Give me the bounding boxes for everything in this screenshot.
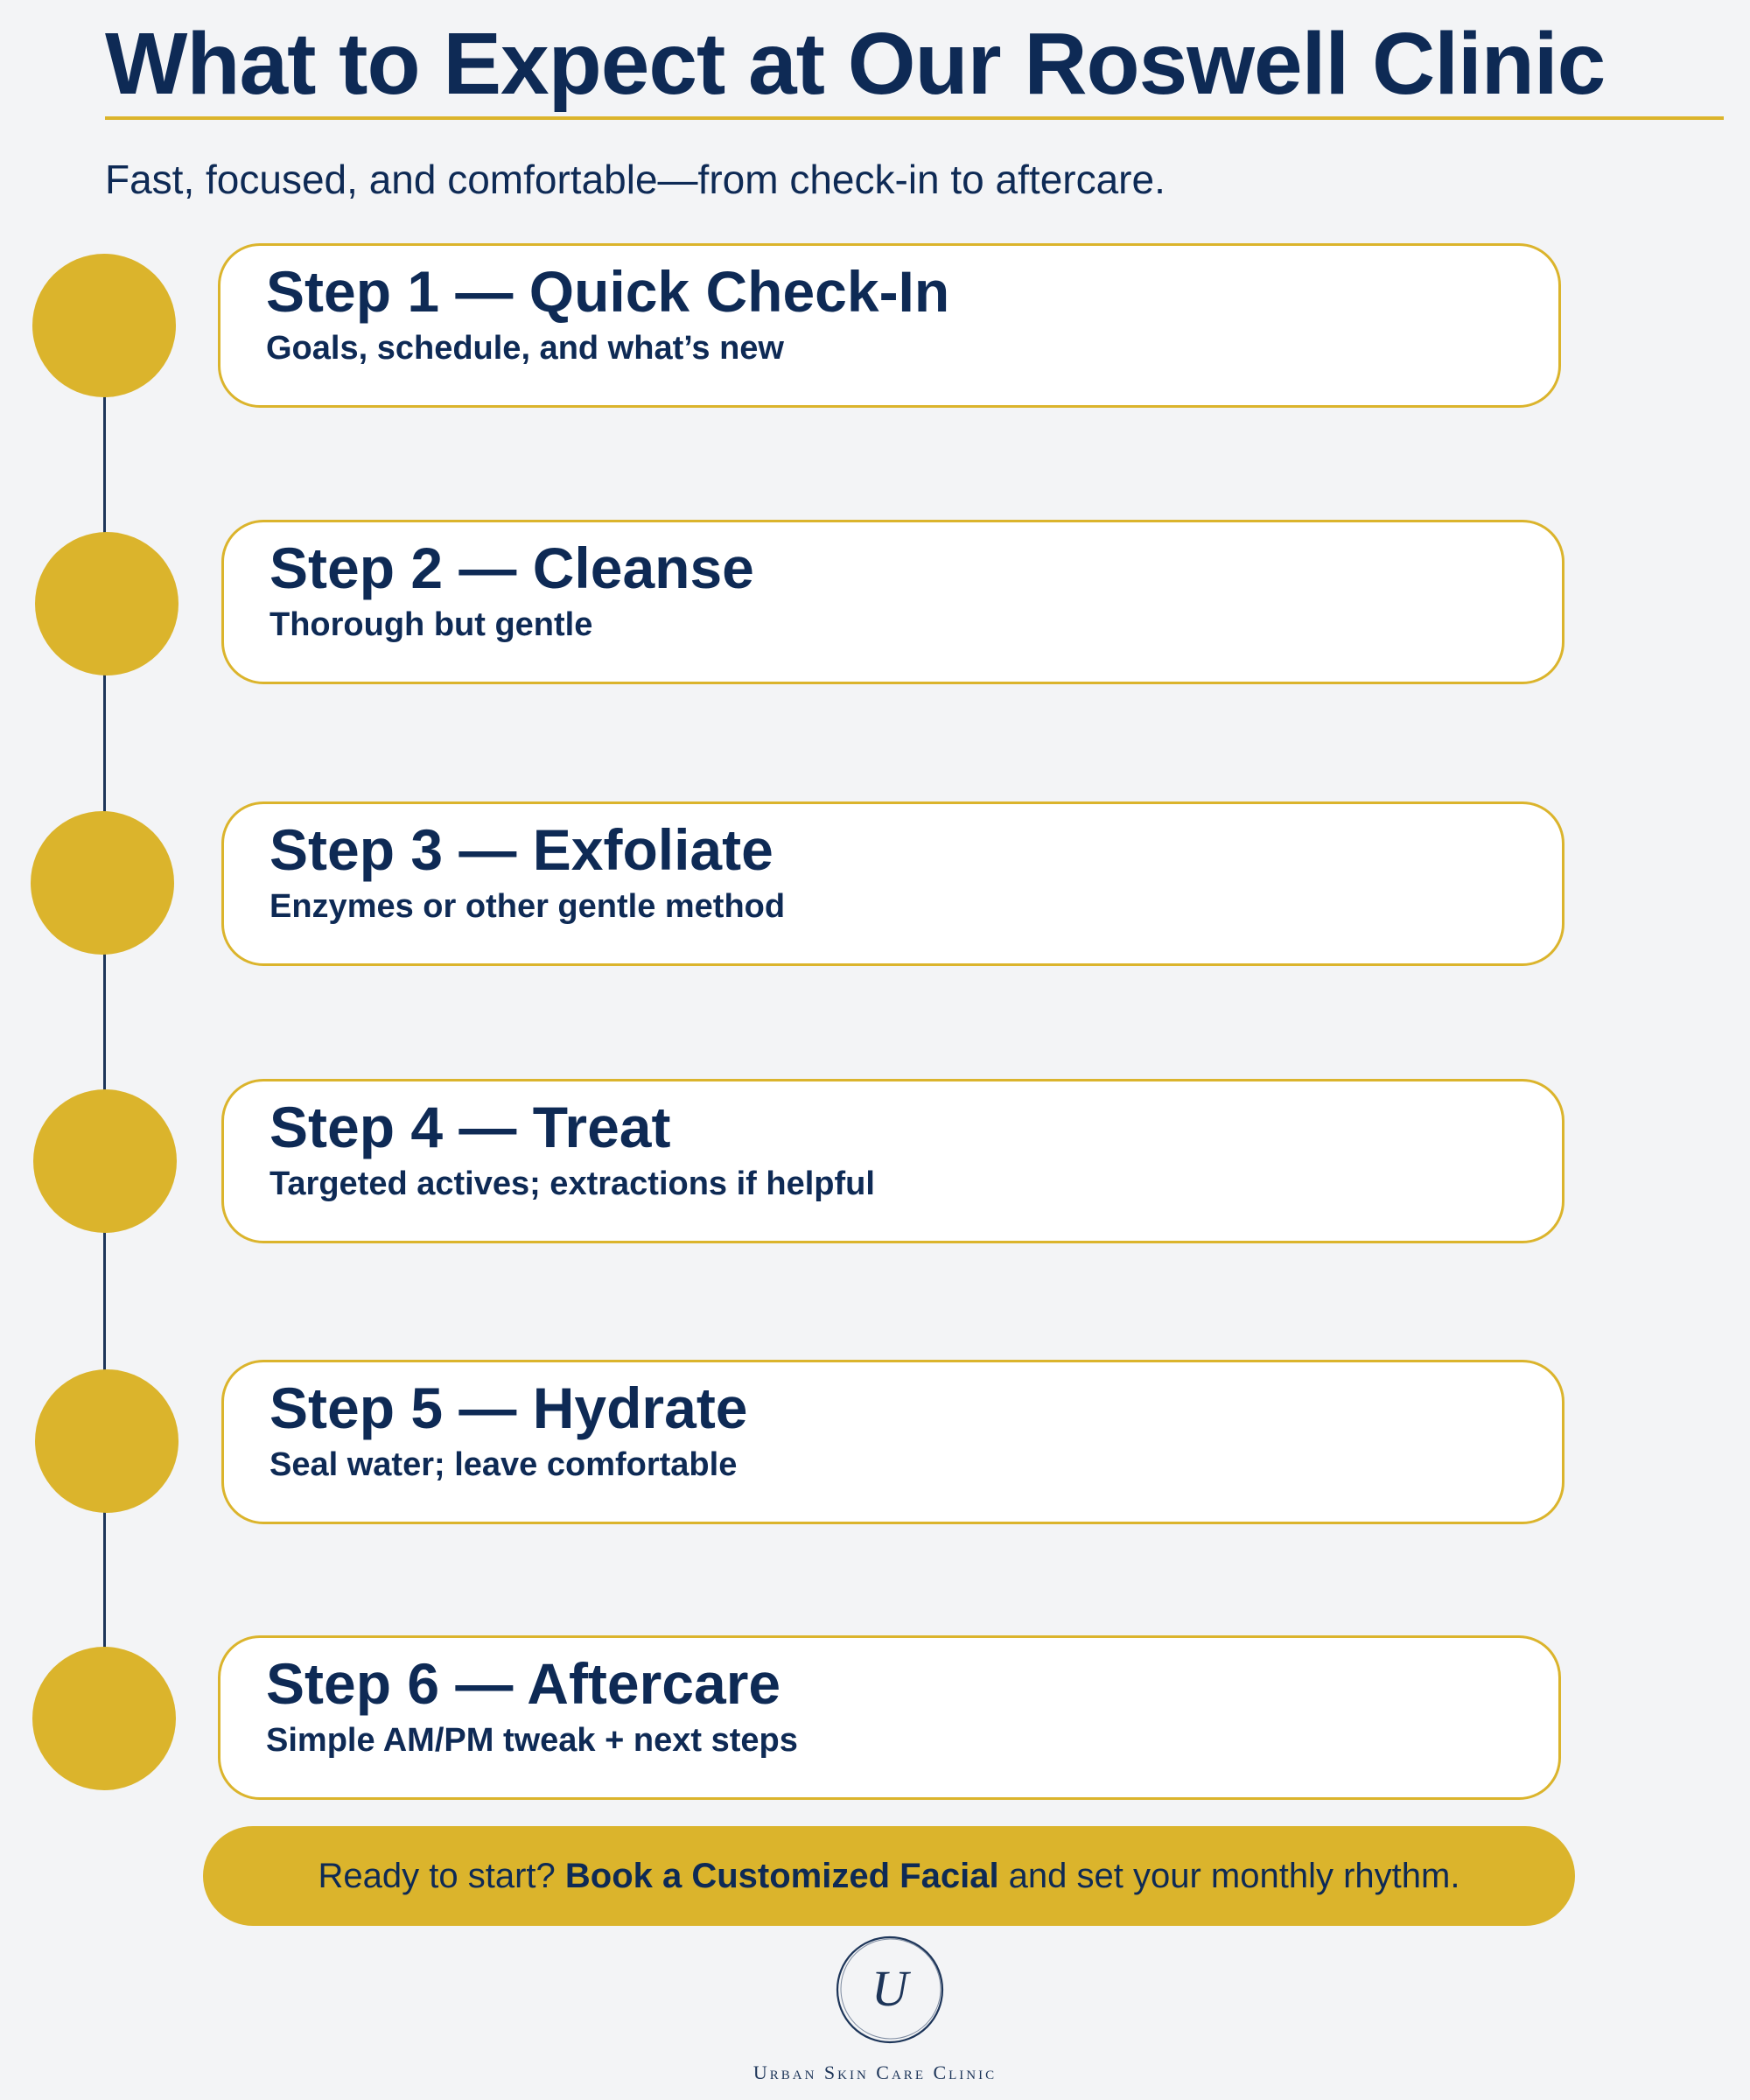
page-subtitle: Fast, focused, and comfortable—from check-in to aftercare.: [105, 157, 1166, 202]
title-underline: [105, 116, 1724, 120]
step-2-description: Thorough but gentle: [270, 606, 593, 643]
step-6-card: [218, 1635, 1561, 1800]
step-6-dot: [32, 1647, 176, 1790]
cta-banner[interactable]: [203, 1826, 1575, 1926]
step-5-card: [221, 1360, 1564, 1524]
step-2-card: [221, 520, 1564, 684]
step-1-title: Step 1 — Quick Check-In: [266, 259, 950, 324]
step-5-dot: [35, 1369, 178, 1513]
step-1-card: [218, 243, 1561, 408]
page-title: What to Expect at Our Roswell Clinic: [105, 15, 1606, 113]
step-6-description: Simple AM/PM tweak + next steps: [266, 1722, 798, 1759]
step-2-title: Step 2 — Cleanse: [270, 536, 754, 600]
step-3-description: Enzymes or other gentle method: [270, 888, 786, 925]
step-1-description: Goals, schedule, and what’s new: [266, 330, 784, 367]
logo-monogram: U: [872, 1960, 908, 2017]
step-3-card: [221, 802, 1564, 966]
u-monogram-circle-logo: [830, 1930, 949, 2049]
cta-tail-text: and set your monthly rhythm.: [998, 1856, 1460, 1895]
step-4-card: [221, 1079, 1564, 1243]
logo-wordmark: Urban Skin Care Clinic: [752, 2062, 998, 2083]
step-5-title: Step 5 — Hydrate: [270, 1376, 748, 1440]
book-facial-link[interactable]: Book a Customized Facial: [564, 1856, 999, 1895]
step-6-title: Step 6 — Aftercare: [266, 1651, 781, 1716]
step-4-description: Targeted actives; extractions if helpful: [270, 1166, 875, 1202]
step-4-title: Step 4 — Treat: [270, 1095, 671, 1159]
step-3-dot: [31, 811, 174, 955]
step-2-dot: [35, 532, 178, 676]
step-1-dot: [32, 254, 176, 397]
step-3-title: Step 3 — Exfoliate: [270, 817, 774, 882]
cta-lead-text: Ready to start?: [318, 1856, 565, 1895]
step-5-description: Seal water; leave comfortable: [270, 1446, 738, 1483]
step-4-dot: [33, 1089, 177, 1233]
